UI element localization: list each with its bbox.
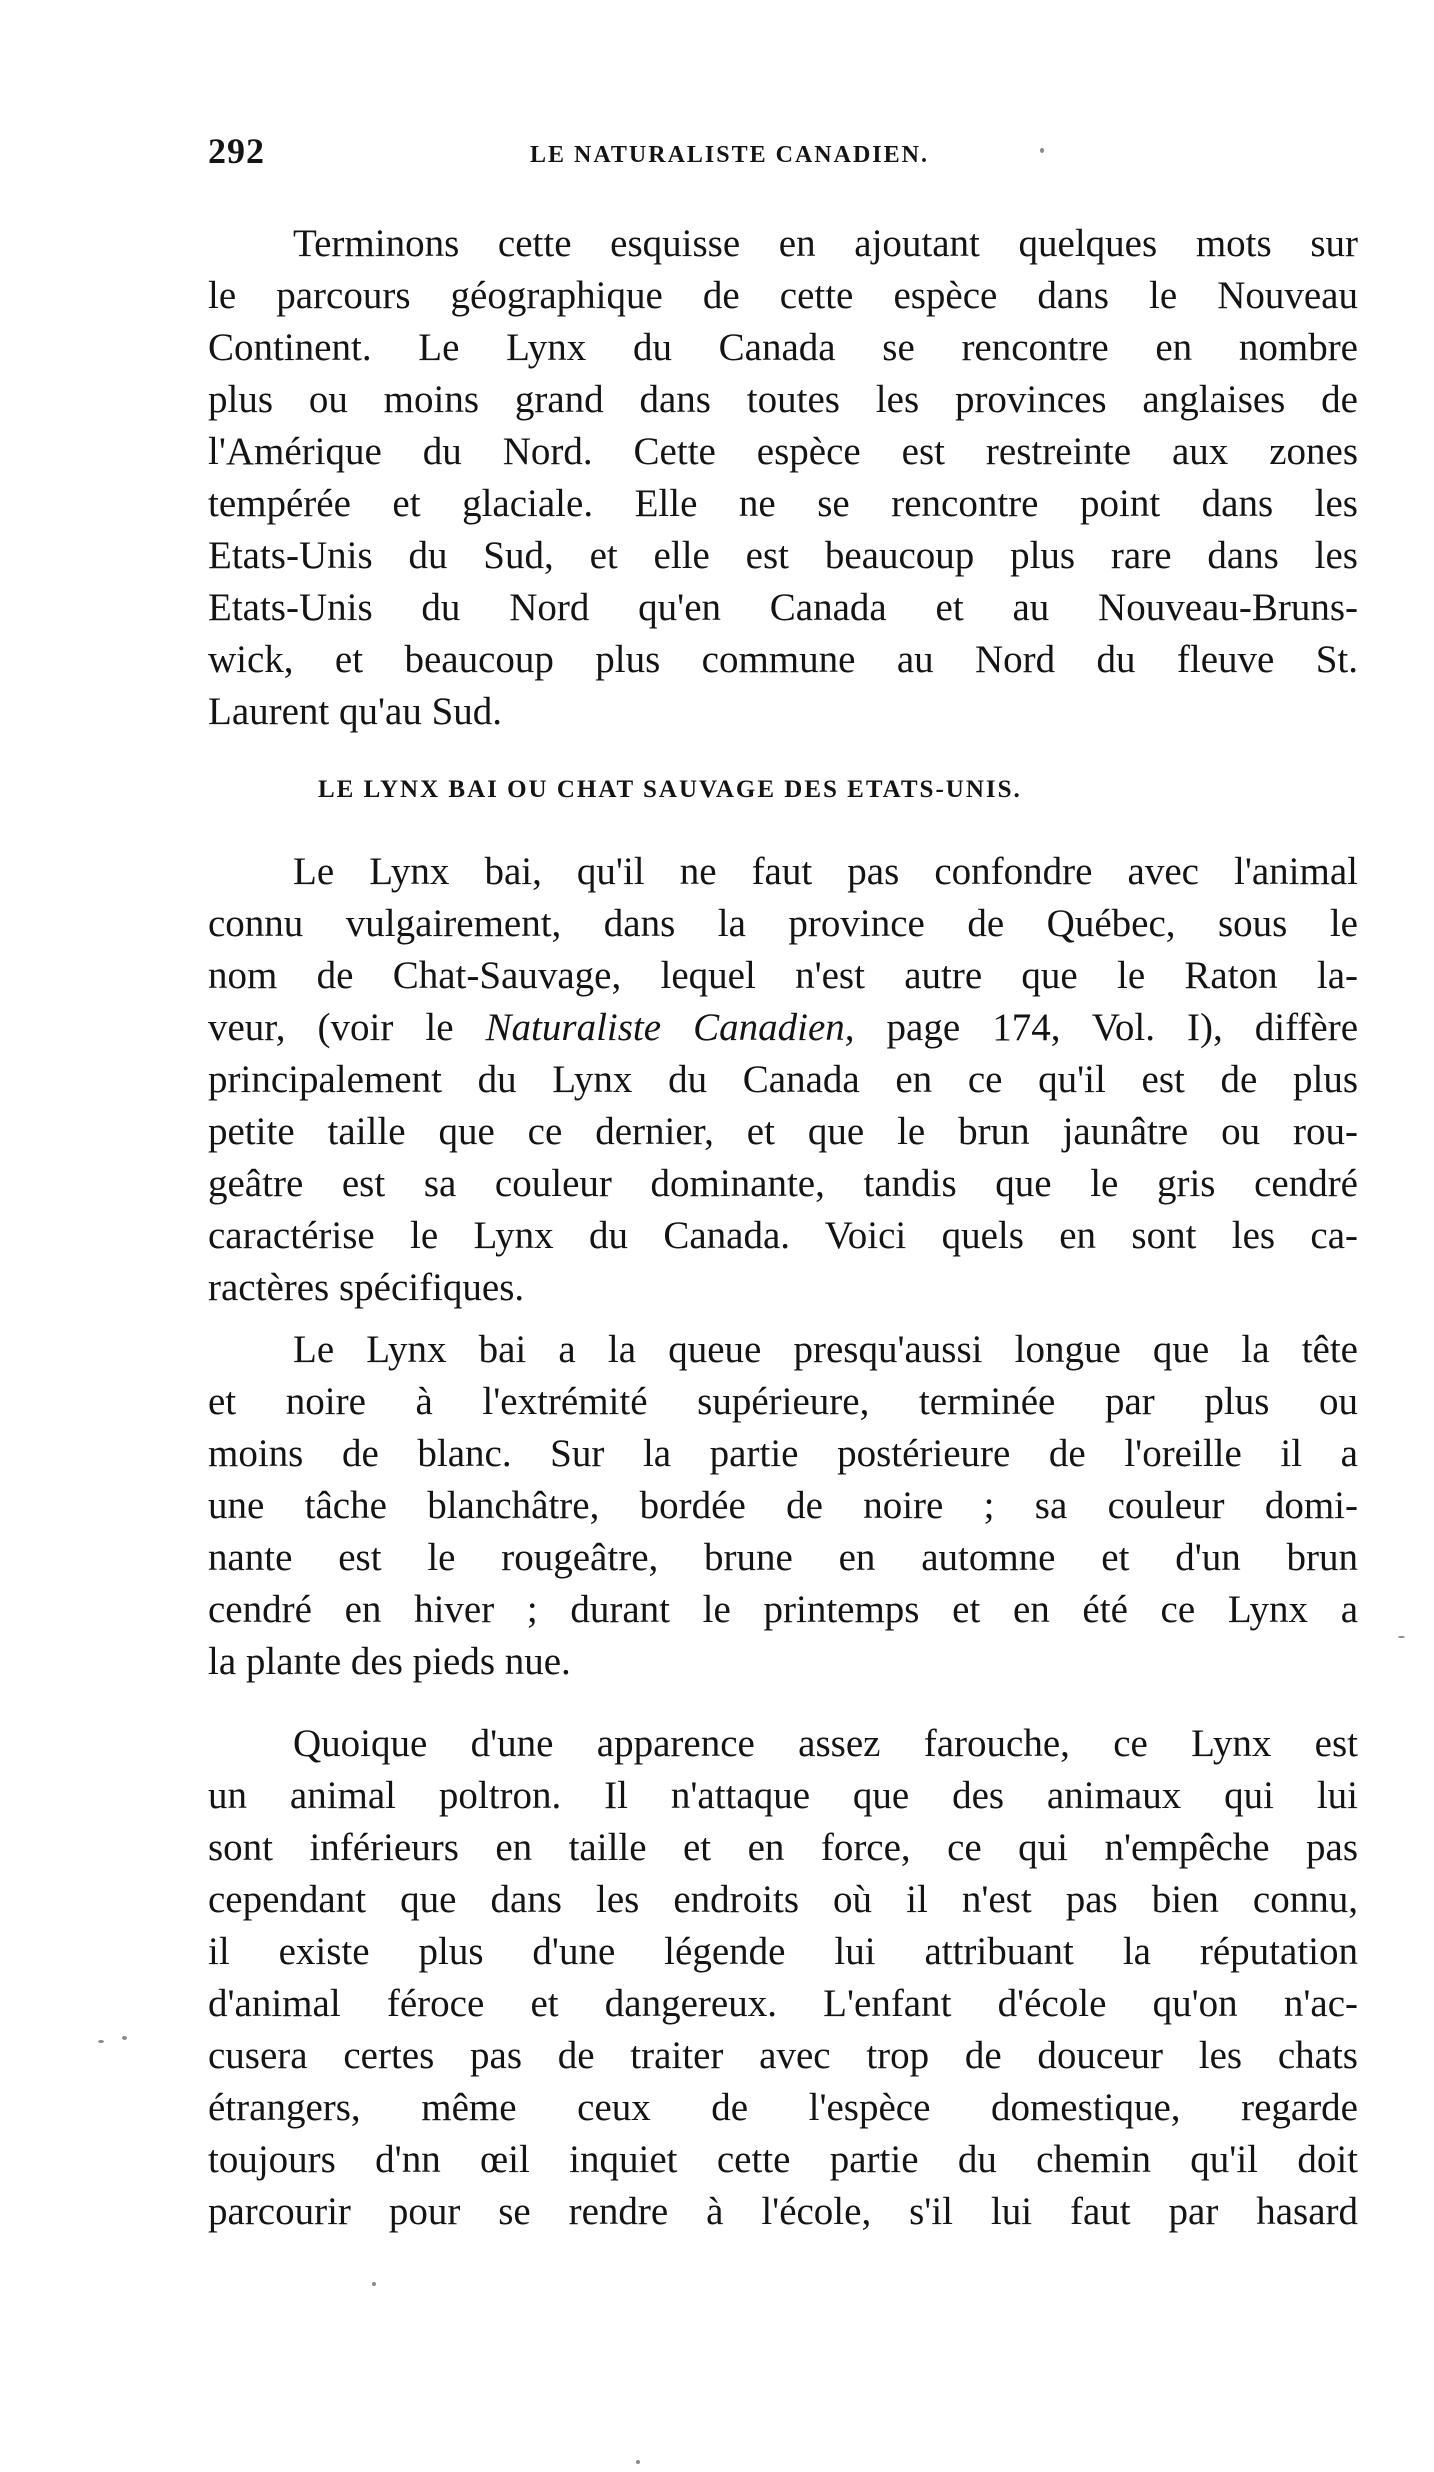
text-fragment: veur, (voir le <box>208 1006 486 1049</box>
text-line: d'animal féroce et dangereux. L'enfant d'école qu'on n'ac- <box>208 1982 1358 2025</box>
text-line: Etats-Unis du Sud, et elle est beaucoup plus rare dans les <box>208 534 1358 577</box>
page-number: 292 <box>208 131 265 171</box>
text-line: étrangers, même ceux de l'espèce domestique, regarde <box>208 2086 1358 2129</box>
text-line: Laurent qu'au Sud. <box>208 690 503 733</box>
text-line: Quoique d'une apparence assez farouche, ce Lynx est <box>293 1722 1358 1765</box>
paper-speck <box>1398 1636 1405 1638</box>
text-line: cusera certes pas de traiter avec trop de douceur les chats <box>208 2034 1358 2077</box>
text-line: sont inférieurs en taille et en force, ce qui n'empêche pas <box>208 1826 1358 1869</box>
text-line: plus ou moins grand dans toutes les provinces anglaises de <box>208 378 1358 421</box>
text-line: toujours d'nn œil inquiet cette partie du chemin qu'il doit <box>208 2138 1358 2181</box>
text-line: l'Amérique du Nord. Cette espèce est restreinte aux zones <box>208 430 1358 473</box>
paper-speck <box>98 2040 104 2043</box>
paper-speck <box>636 2460 640 2464</box>
text-line: nom de Chat-Sauvage, lequel n'est autre que le Raton la- <box>208 954 1358 997</box>
text-line: une tâche blanchâtre, bordée de noire ; sa couleur domi- <box>208 1484 1358 1527</box>
page-header <box>208 130 1358 190</box>
text-line-with-citation <box>208 1002 1358 1054</box>
text-line: cependant que dans les endroits où il n'est pas bien connu, <box>208 1878 1358 1921</box>
text-line: Terminons cette esquisse en ajoutant quelques mots sur <box>293 222 1358 265</box>
text-line: moins de blanc. Sur la partie postérieure de l'oreille il a <box>208 1432 1358 1475</box>
paragraph-lynx-bai-intro <box>208 846 1358 1314</box>
text-line: tempérée et glaciale. Elle ne se rencontre point dans les <box>208 482 1358 525</box>
text-line: ractères spécifiques. <box>208 1266 525 1309</box>
text-line: Le Lynx bai a la queue presqu'aussi longue que la tête <box>293 1328 1358 1371</box>
text-line: petite taille que ce dernier, et que le brun jaunâtre ou rou- <box>208 1110 1358 1153</box>
text-line: principalement du Lynx du Canada en ce qu'il est de plus <box>208 1058 1358 1101</box>
text-line: un animal poltron. Il n'attaque que des animaux qui lui <box>208 1774 1358 1817</box>
text-line: il existe plus d'une légende lui attribuant la réputation <box>208 1930 1358 1973</box>
paragraph-lynx-behaviour <box>208 1718 1358 2238</box>
text-line: caractérise le Lynx du Canada. Voici quels en sont les ca- <box>208 1214 1358 1257</box>
text-line: Continent. Le Lynx du Canada se rencontre en nombre <box>208 326 1358 369</box>
text-fragment: page 174, Vol. I), diffère <box>854 1006 1358 1049</box>
paragraph-lynx-bai-description <box>208 1324 1358 1688</box>
text-line: geâtre est sa couleur dominante, tandis que le gris cendré <box>208 1162 1358 1205</box>
section-heading: LE LYNX BAI OU CHAT SAUVAGE DES ETATS-UNIS. <box>318 776 1022 803</box>
text-line: la plante des pieds nue. <box>208 1640 571 1683</box>
text-line: Etats-Unis du Nord qu'en Canada et au Nouveau-Bruns- <box>208 586 1358 629</box>
text-line: et noire à l'extrémité supérieure, terminée par plus ou <box>208 1380 1358 1423</box>
paper-speck <box>122 2036 127 2040</box>
paragraph-geographic-range <box>208 218 1358 738</box>
text-line: le parcours géographique de cette espèce dans le Nouveau <box>208 274 1358 317</box>
text-line: connu vulgairement, dans la province de Québec, sous le <box>208 902 1358 945</box>
text-line: nante est le rougeâtre, brune en automne et d'un brun <box>208 1536 1358 1579</box>
text-line: cendré en hiver ; durant le printemps et en été ce Lynx a <box>208 1588 1358 1631</box>
text-line: wick, et beaucoup plus commune au Nord du fleuve St. <box>208 638 1358 681</box>
journal-title-italic: Naturaliste Canadien, <box>485 1006 855 1049</box>
text-line: parcourir pour se rendre à l'école, s'il lui faut par hasard <box>208 2190 1358 2233</box>
text-line: Le Lynx bai, qu'il ne faut pas confondre avec l'animal <box>293 850 1358 893</box>
paper-speck <box>372 2282 376 2286</box>
paper-speck <box>1040 148 1044 153</box>
running-title: LE NATURALISTE CANADIEN. <box>530 142 929 168</box>
